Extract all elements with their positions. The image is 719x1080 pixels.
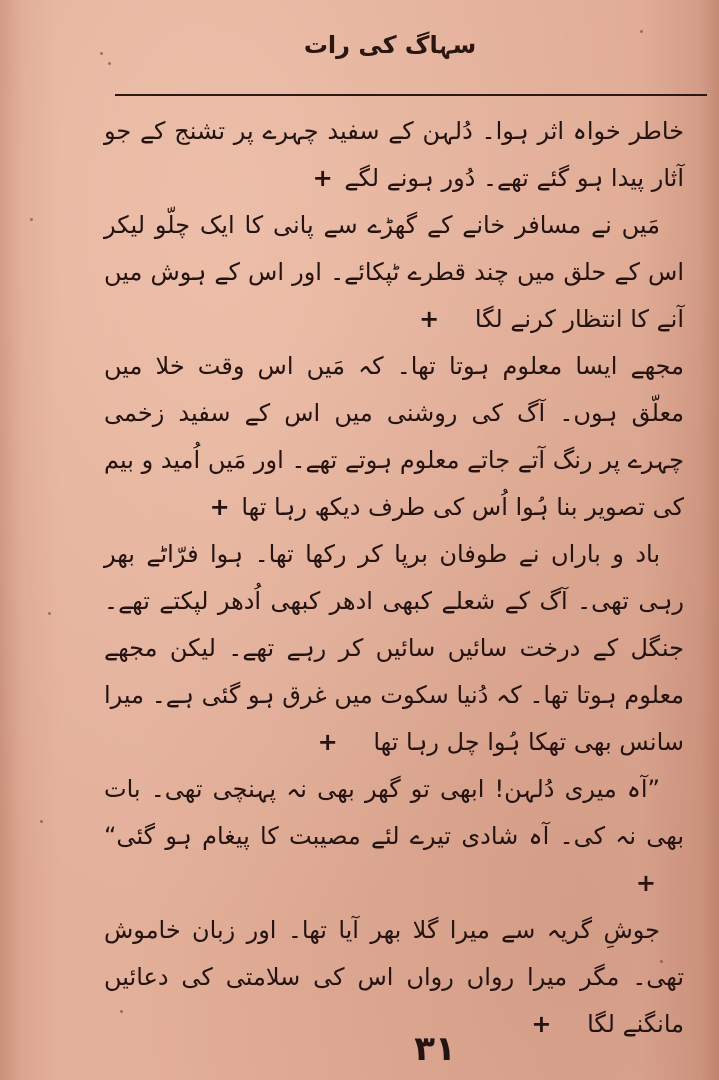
paper-speck bbox=[30, 218, 33, 221]
paragraph-end-mark: + bbox=[635, 869, 656, 897]
paragraph-end-mark: + bbox=[312, 164, 333, 192]
paragraph-text: مَیں نے مسافر خانے کے گھڑے سے پانی کا ایک چلّو لیکر اس کے حلق میں چند قطرے ٹپکائے۔ اور اس کے ہوش میں آنے کا انتظار کرنے لگا bbox=[104, 211, 684, 333]
paragraph-text: ”آہ میری دُلہن! ابھی تو گھر بھی نہ پہنچی تھی۔ بات بھی نہ کی۔ آہ شادی تیرے لئے مصیبت کا پیغام ہو گئی“ bbox=[104, 775, 684, 850]
paragraph-text: مجھے ایسا معلوم ہوتا تھا۔ کہ مَیں اس وقت خلا میں معلّق ہوں۔ آگ کی روشنی میں اس کے سفید زخمی چہرے پر رنگ آتے جاتے معلوم ہوتے تھے۔ اور مَیں اُمید و بیم کی تصویر بنا ہُوا اُس کی طرف دیکھ رہا تھا bbox=[104, 352, 684, 521]
paragraph bbox=[104, 907, 684, 1048]
paragraph-text: جوشِ گریہ سے میرا گلا بھر آیا تھا۔ اور زبان خاموش تھی۔ مگر میرا رواں رواں اس کی سلامتی کی دعائیں مانگنے لگا bbox=[104, 916, 684, 1038]
paragraph bbox=[104, 531, 684, 766]
paper-speck bbox=[108, 62, 111, 65]
paragraph-end-mark: + bbox=[317, 728, 338, 756]
paper-speck bbox=[100, 52, 103, 55]
header-rule bbox=[115, 94, 707, 96]
paragraph-end-mark: + bbox=[419, 305, 440, 333]
paragraph bbox=[104, 202, 684, 343]
paragraph bbox=[104, 343, 684, 531]
page-number: ۳۱ bbox=[414, 1029, 456, 1069]
body-text bbox=[104, 108, 684, 1048]
paragraph-end-mark: + bbox=[531, 1010, 552, 1038]
paragraph bbox=[104, 108, 684, 202]
paper-speck bbox=[640, 30, 643, 33]
paper-speck bbox=[48, 612, 51, 615]
paragraph-text: خاطر خواہ اثر ہوا۔ دُلہن کے سفید چہرے پر تشنج کے جو آثار پیدا ہو گئے تھے۔ دُور ہونے لگے bbox=[104, 117, 684, 192]
paragraph bbox=[104, 766, 684, 907]
paragraph-end-mark: + bbox=[209, 493, 230, 521]
running-header-title: سہاگ کی رات bbox=[303, 31, 477, 59]
paper-speck bbox=[40, 820, 43, 823]
paragraph-text: باد و باراں نے طوفان برپا کر رکھا تھا۔ ہوا فرّاٹے بھر رہی تھی۔ آگ کے شعلے کبھی ادھر کبھی اُدھر لپکتے تھے۔ جنگل کے درخت سائیں سائیں کر رہے تھے۔ لیکن مجھے معلوم ہوتا تھا۔ کہ دُنیا سکوت میں غرق ہو گئی ہے۔ میرا سانس بھی تھکا ہُوا چل رہا تھا bbox=[104, 540, 684, 756]
